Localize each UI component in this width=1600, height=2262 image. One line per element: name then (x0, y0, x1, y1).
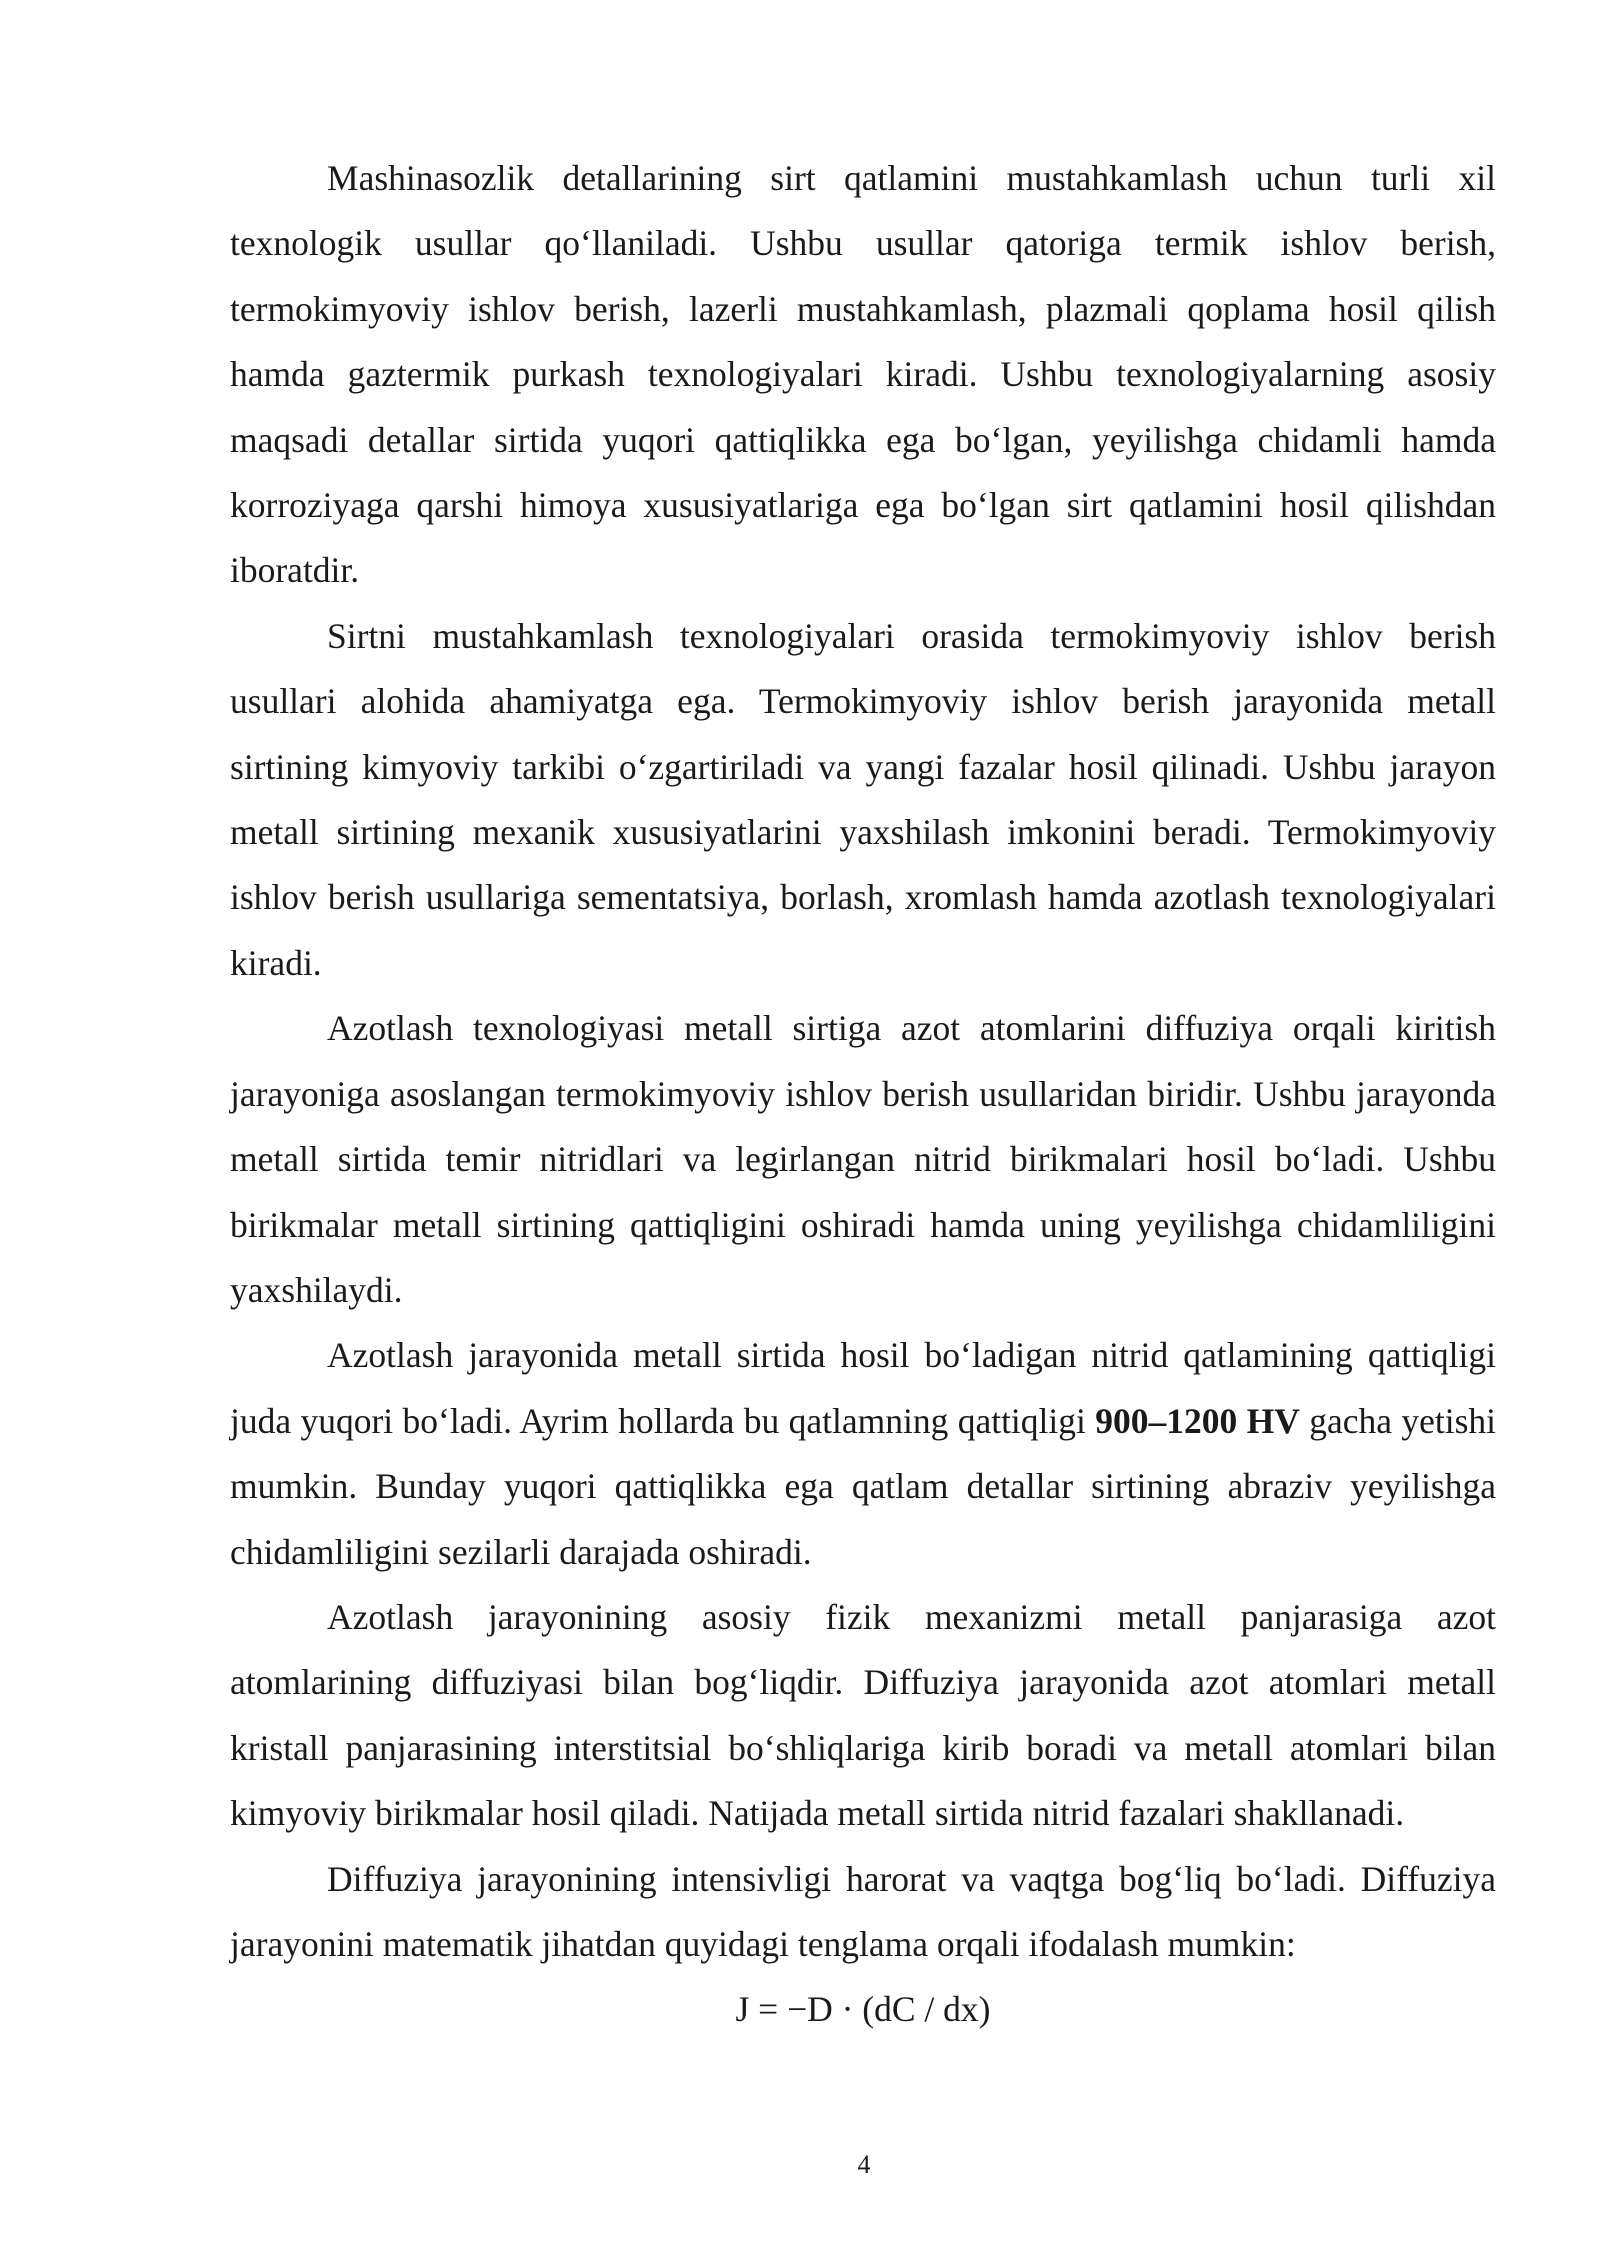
paragraph-3: Azotlash texnologiyasi metall sirtiga azot atomlarini diffuziya orqali kiritish jarayoniga asoslangan termokimyoviy ishlov berish usullaridan biridir. Ushbu jarayonda metall sirtida temir nitridlari va legirlangan nitrid birikmalari hosil bo‘ladi. Ushbu birikmalar metall sirtining qattiqligini oshiradi hamda uning yeyilishga chidamliligini yaxshilaydi. (230, 1008, 1496, 1310)
paragraph-5: Azotlash jarayonining asosiy fizik mexanizmi metall panjarasiga azot atomlarining diffuziyasi bilan bog‘liqdir. Diffuziya jarayonida azot atomlari metall kristall panjarasining interstitsial bo‘shliqlariga kirib boradi va metall atomlari bilan kimyoviy birikmalar hosil qiladi. Natijada metall sirtida nitrid fazalari shakllanadi. (230, 1596, 1496, 1834)
paragraph-2: Sirtni mustahkamlash texnologiyalari orasida termokimyoviy ishlov berish usullari alohida ahamiyatga ega. Termokimyoviy ishlov berish jarayonida metall sirtining kimyoviy tarkibi o‘zgartiriladi va yangi fazalar hosil qilinadi. Ushbu jarayon metall sirtining mexanik xususiyatlarini yaxshilash imkonini beradi. Termokimyoviy ishlov berish usullariga sementatsiya, borlash, xromlash hamda azotlash texnologiyalari kiradi. (230, 615, 1496, 983)
paragraph-6: Diffuziya jarayonining intensivligi harorat va vaqtga bog‘liq bo‘ladi. Diffuziya jarayonini matematik jihatdan quyidagi tenglama orqali ifodalash mumkin: (230, 1858, 1496, 1964)
paragraph-4-text-before: Azotlash jarayonida metall sirtida hosil bo‘ladigan nitrid qatlamining qattiqligi juda yuqori bo‘ladi. Ayrim hollarda bu qatlamning qattiqligi (230, 1335, 1496, 1441)
paragraph-4-text-after: gacha yetishi mumkin. Bunday yuqori qattiqlikka ega qatlam detallar sirtining abraziv yeyilishga chidamliligini sezilarli darajada oshiradi. (230, 1400, 1496, 1572)
diffusion-formula: J = −D · (dC / dx) (735, 1989, 991, 2030)
body-text (230, 146, 1496, 2043)
page-number: 4 (857, 2150, 871, 2179)
hardness-value: 900–1200 HV (1095, 1400, 1300, 1441)
paragraph-1: Mashinasozlik detallarining sirt qatlamini mustahkamlash uchun turli xil texnologik usullar qo‘llaniladi. Ushbu usullar qatoriga termik ishlov berish, termokimyoviy ishlov berish, lazerli mustahkamlash, plazmali qoplama hosil qilish hamda gaztermik purkash texnologiyalari kiradi. Ushbu texnologiyalarning asosiy maqsadi detallar sirtida yuqori qattiqlikka ega bo‘lgan, yeyilishga chidamli hamda korroziyaga qarshi himoya xususiyatlariga ega bo‘lgan sirt qatlamini hosil qilishdan iboratdir. (230, 158, 1496, 591)
paragraph-4 (230, 1323, 1496, 1585)
